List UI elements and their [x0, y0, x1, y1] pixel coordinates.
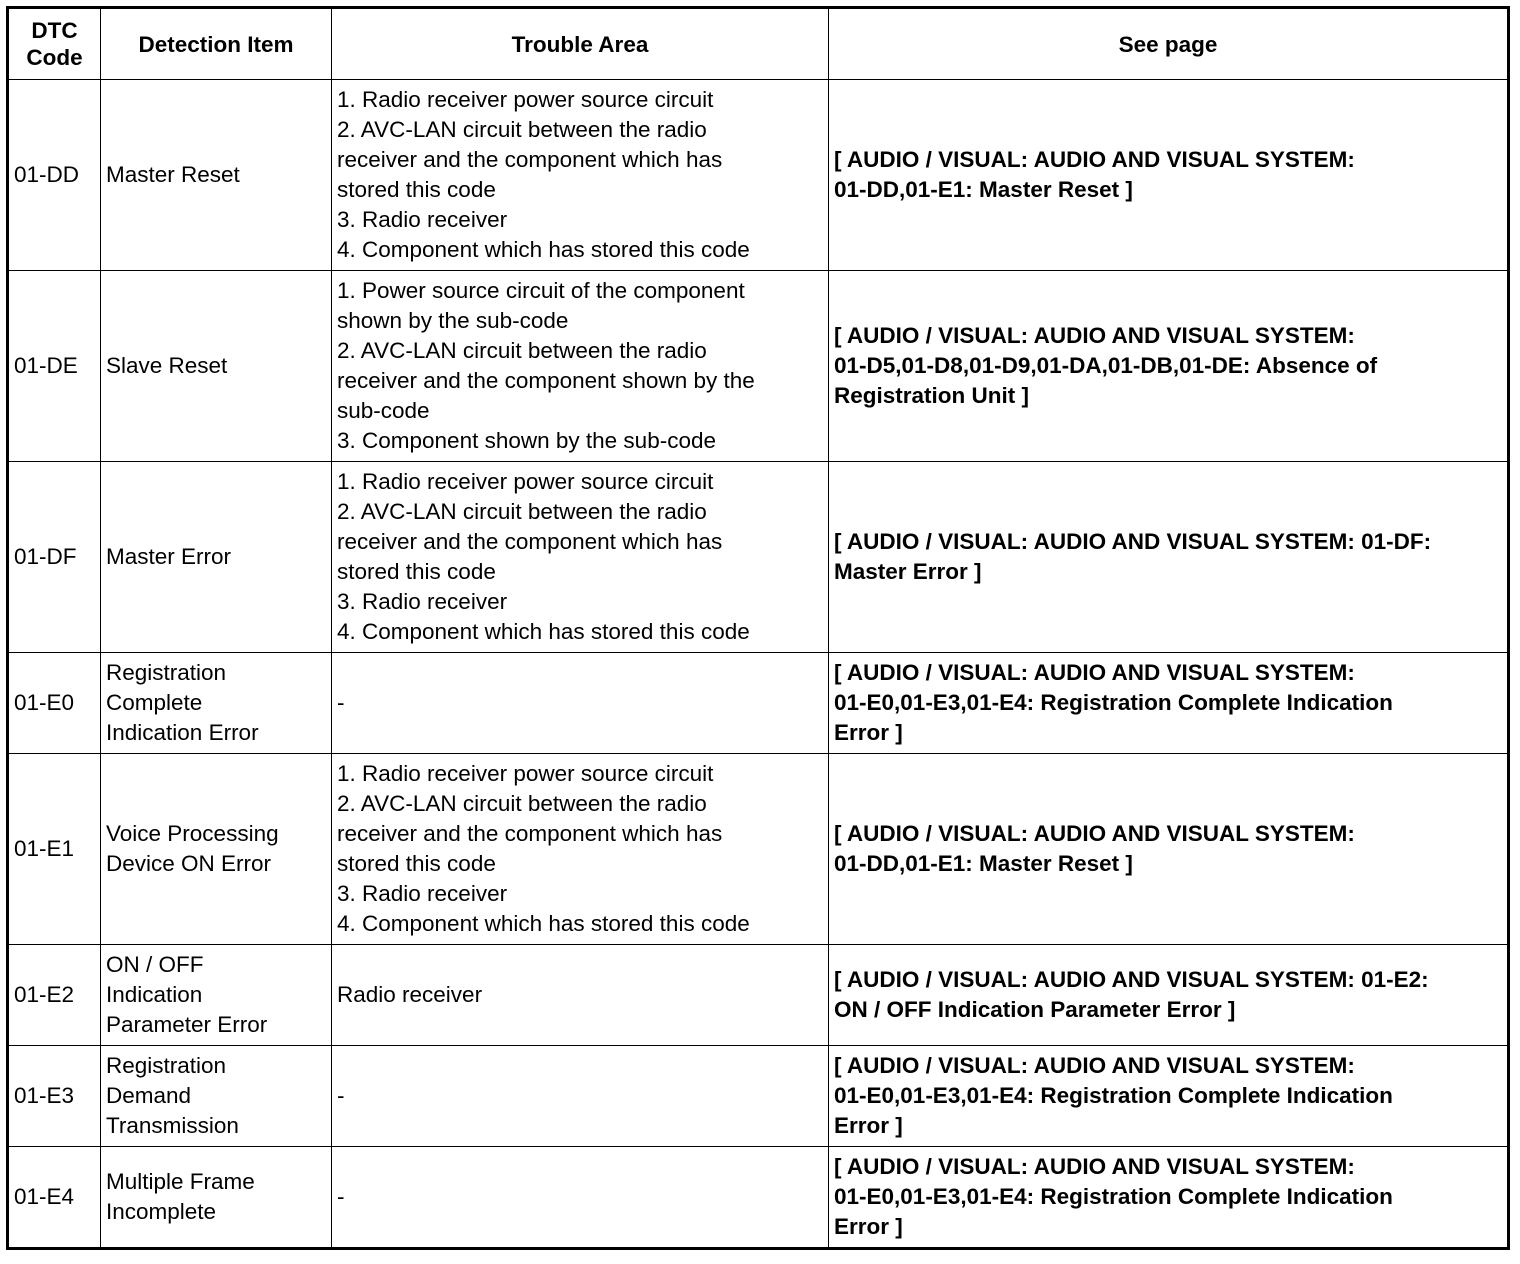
detection-item-line: Slave Reset — [106, 353, 228, 378]
trouble-area-line: 1. Radio receiver power source circuit — [337, 87, 714, 112]
see-page-link[interactable] — [829, 80, 1509, 271]
trouble-area-line: - — [337, 690, 345, 715]
header-trouble-area: Trouble Area — [332, 8, 829, 80]
detection-item-line: Demand — [106, 1083, 192, 1108]
detection-item-line: Complete — [106, 690, 203, 715]
table-row — [8, 80, 1509, 271]
detection-item-line: Incomplete — [106, 1199, 217, 1224]
trouble-area-cell — [332, 271, 829, 462]
table-body — [8, 80, 1509, 1249]
detection-item-cell — [101, 271, 332, 462]
trouble-area-line: 1. Radio receiver power source circuit — [337, 761, 714, 786]
trouble-area-line: sub-code — [337, 398, 430, 423]
detection-item-cell — [101, 462, 332, 653]
trouble-area-line: 4. Component which has stored this code — [337, 911, 750, 936]
detection-item-line: Master Error — [106, 544, 232, 569]
see-page-line: 01-D5,01-D8,01-D9,01-DA,01-DB,01-DE: Absence of — [834, 353, 1378, 378]
header-see-page: See page — [829, 8, 1509, 80]
detection-item-line: Transmission — [106, 1113, 239, 1138]
see-page-link[interactable] — [829, 462, 1509, 653]
trouble-area-line: 1. Power source circuit of the component — [337, 278, 745, 303]
see-page-line: 01-DD,01-E1: Master Reset ] — [834, 177, 1133, 202]
detection-item-line: Voice Processing — [106, 821, 279, 846]
see-page-link[interactable] — [829, 1046, 1509, 1147]
see-page-line: [ AUDIO / VISUAL: AUDIO AND VISUAL SYSTEM: — [834, 1154, 1355, 1179]
see-page-line: [ AUDIO / VISUAL: AUDIO AND VISUAL SYSTEM: — [834, 1053, 1355, 1078]
detection-item-cell — [101, 1046, 332, 1147]
see-page-line: Error ] — [834, 1113, 903, 1138]
dtc-code-cell: 01-E3 — [8, 1046, 101, 1147]
see-page-line: [ AUDIO / VISUAL: AUDIO AND VISUAL SYSTEM: — [834, 660, 1355, 685]
trouble-area-line: 2. AVC-LAN circuit between the radio — [337, 499, 707, 524]
detection-item-line: Registration — [106, 1053, 227, 1078]
trouble-area-line: 3. Radio receiver — [337, 589, 508, 614]
table-row — [8, 1046, 1509, 1147]
table-row — [8, 271, 1509, 462]
see-page-line: Master Error ] — [834, 559, 982, 584]
trouble-area-line: receiver and the component which has — [337, 529, 723, 554]
dtc-code-cell: 01-DF — [8, 462, 101, 653]
trouble-area-cell — [332, 462, 829, 653]
trouble-area-cell — [332, 653, 829, 754]
see-page-line: [ AUDIO / VISUAL: AUDIO AND VISUAL SYSTEM: — [834, 821, 1355, 846]
trouble-area-line: stored this code — [337, 177, 496, 202]
trouble-area-cell — [332, 945, 829, 1046]
trouble-area-line: Radio receiver — [337, 982, 483, 1007]
see-page-line: [ AUDIO / VISUAL: AUDIO AND VISUAL SYSTEM: — [834, 323, 1355, 348]
detection-item-line: Parameter Error — [106, 1012, 268, 1037]
detection-item-line: Indication Error — [106, 720, 259, 745]
see-page-line: Error ] — [834, 720, 903, 745]
table-row — [8, 653, 1509, 754]
detection-item-line: ON / OFF — [106, 952, 204, 977]
see-page-line: Registration Unit ] — [834, 383, 1029, 408]
header-detection-item: Detection Item — [101, 8, 332, 80]
trouble-area-line: 2. AVC-LAN circuit between the radio — [337, 791, 707, 816]
see-page-link[interactable] — [829, 945, 1509, 1046]
header-dtc-code: DTC Code — [8, 8, 101, 80]
trouble-area-line: 4. Component which has stored this code — [337, 237, 750, 262]
detection-item-line: Device ON Error — [106, 851, 272, 876]
trouble-area-line: - — [337, 1184, 345, 1209]
dtc-code-cell: 01-E4 — [8, 1147, 101, 1249]
detection-item-cell — [101, 80, 332, 271]
trouble-area-cell — [332, 80, 829, 271]
trouble-area-cell — [332, 1147, 829, 1249]
trouble-area-line: receiver and the component shown by the — [337, 368, 755, 393]
see-page-link[interactable] — [829, 653, 1509, 754]
see-page-line: [ AUDIO / VISUAL: AUDIO AND VISUAL SYSTEM: — [834, 147, 1355, 172]
trouble-area-line: stored this code — [337, 559, 496, 584]
dtc-code-cell: 01-DD — [8, 80, 101, 271]
trouble-area-line: shown by the sub-code — [337, 308, 569, 333]
table-header-row — [8, 8, 1509, 80]
trouble-area-line: 1. Radio receiver power source circuit — [337, 469, 714, 494]
detection-item-cell — [101, 1147, 332, 1249]
detection-item-line: Master Reset — [106, 162, 240, 187]
detection-item-line: Registration — [106, 660, 227, 685]
trouble-area-line: receiver and the component which has — [337, 821, 723, 846]
table-row — [8, 1147, 1509, 1249]
detection-item-line: Multiple Frame — [106, 1169, 255, 1194]
see-page-line: 01-DD,01-E1: Master Reset ] — [834, 851, 1133, 876]
see-page-link[interactable] — [829, 271, 1509, 462]
see-page-link[interactable] — [829, 1147, 1509, 1249]
trouble-area-line: 2. AVC-LAN circuit between the radio — [337, 117, 707, 142]
trouble-area-cell — [332, 754, 829, 945]
trouble-area-line: - — [337, 1083, 345, 1108]
see-page-link[interactable] — [829, 754, 1509, 945]
dtc-code-cell: 01-E2 — [8, 945, 101, 1046]
trouble-area-line: 3. Radio receiver — [337, 207, 508, 232]
dtc-code-cell: 01-E0 — [8, 653, 101, 754]
trouble-area-line: stored this code — [337, 851, 496, 876]
table-row — [8, 754, 1509, 945]
see-page-line: [ AUDIO / VISUAL: AUDIO AND VISUAL SYSTEM: 01-E2: — [834, 967, 1429, 992]
trouble-area-line: 3. Radio receiver — [337, 881, 508, 906]
table-row — [8, 462, 1509, 653]
see-page-line: 01-E0,01-E3,01-E4: Registration Complete Indication — [834, 1184, 1393, 1209]
detection-item-line: Indication — [106, 982, 203, 1007]
see-page-line: 01-E0,01-E3,01-E4: Registration Complete Indication — [834, 690, 1393, 715]
trouble-area-line: 2. AVC-LAN circuit between the radio — [337, 338, 707, 363]
dtc-code-cell: 01-DE — [8, 271, 101, 462]
see-page-line: ON / OFF Indication Parameter Error ] — [834, 997, 1236, 1022]
trouble-area-cell — [332, 1046, 829, 1147]
trouble-area-line: 3. Component shown by the sub-code — [337, 428, 716, 453]
trouble-area-line: receiver and the component which has — [337, 147, 723, 172]
detection-item-cell — [101, 754, 332, 945]
trouble-area-line: 4. Component which has stored this code — [337, 619, 750, 644]
detection-item-cell — [101, 945, 332, 1046]
dtc-table — [6, 6, 1510, 1250]
see-page-line: 01-E0,01-E3,01-E4: Registration Complete Indication — [834, 1083, 1393, 1108]
table-row — [8, 945, 1509, 1046]
see-page-line: [ AUDIO / VISUAL: AUDIO AND VISUAL SYSTEM: 01-DF: — [834, 529, 1432, 554]
dtc-code-cell: 01-E1 — [8, 754, 101, 945]
see-page-line: Error ] — [834, 1214, 903, 1239]
detection-item-cell — [101, 653, 332, 754]
